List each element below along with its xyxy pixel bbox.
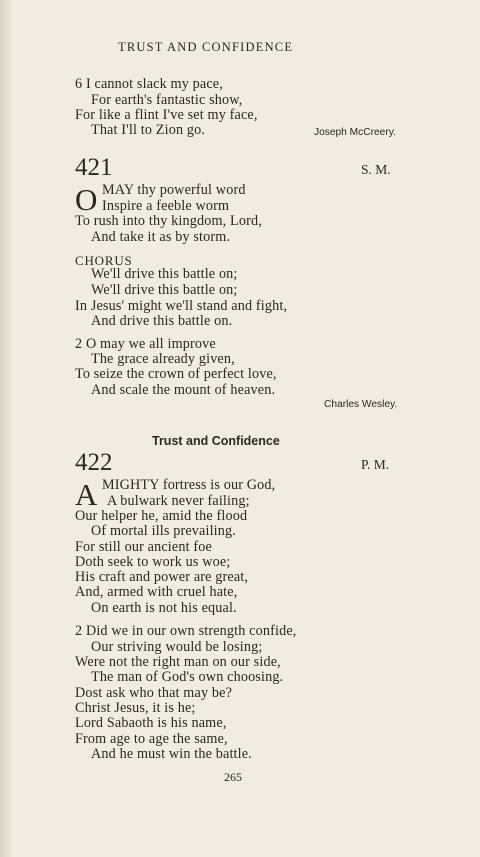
chorus-label: CHORUS — [75, 253, 133, 268]
hymn-422-stanza2-line-3: Were not the right man on our side, — [75, 654, 281, 670]
prev-hymn-line-1: 6 I cannot slack my pace, — [75, 76, 223, 92]
hymn-422-stanza2-line-4: The man of God's own choosing. — [91, 669, 284, 685]
hymn-421-line-1: MAY thy powerful word — [102, 182, 246, 198]
chorus-line-4: And drive this battle on. — [91, 313, 233, 329]
hymn-422-number: 422 — [75, 449, 113, 476]
page-number: 265 — [224, 770, 242, 784]
hymn-422-meter: P. M. — [361, 457, 390, 472]
prev-hymn-line-4: That I'll to Zion go. — [91, 122, 206, 138]
hymn-421-author: Charles Wesley. — [324, 399, 398, 410]
hymn-422-line-2: A bulwark never failing; — [107, 493, 250, 509]
hymn-421-line-3: To rush into thy kingdom, Lord, — [75, 213, 262, 229]
hymn-421-drop-cap: O — [75, 182, 98, 217]
hymn-422-line-5: For still our ancient foe — [75, 539, 212, 555]
hymn-422-stanza2-line-7: Lord Sabaoth is his name, — [75, 715, 227, 731]
hymn-422-line-4: Of mortal ills prevailing. — [91, 523, 236, 539]
chorus-line-3: In Jesus' might we'll stand and fight, — [75, 298, 288, 314]
hymn-422-stanza2-line-9: And he must win the battle. — [91, 746, 252, 762]
hymn-422-stanza2-line-5: Dost ask who that may be? — [75, 685, 233, 701]
hymn-421-stanza2-line-4: And scale the mount of heaven. — [91, 382, 276, 398]
chorus-line-2: We'll drive this battle on; — [91, 282, 238, 298]
prev-hymn-line-2: For earth's fantastic show, — [91, 92, 243, 108]
hymn-422-line-3: Our helper he, amid the flood — [75, 508, 248, 524]
hymn-422-stanza2-line-2: Our striving would be losing; — [91, 639, 263, 655]
prev-hymn-author: Joseph McCreery. — [314, 127, 396, 138]
hymn-422-line-1: MIGHTY fortress is our God, — [102, 477, 276, 493]
section-title: Trust and Confidence — [152, 434, 280, 448]
hymn-422-stanza2-line-6: Christ Jesus, it is he; — [75, 700, 196, 716]
prev-hymn-line-3: For like a flint I've set my face, — [75, 107, 258, 123]
hymn-421-line-2: Inspire a feeble worm — [102, 198, 230, 214]
hymn-421-stanza2-line-3: To seize the crown of perfect love, — [75, 366, 277, 382]
hymn-422-stanza2-line-8: From age to age the same, — [75, 731, 228, 747]
hymn-421-number: 421 — [75, 154, 113, 181]
hymn-421-line-4: And take it as by storm. — [91, 229, 231, 245]
running-header: TRUST AND CONFIDENCE — [118, 40, 294, 54]
page-binding-edge — [0, 0, 14, 857]
hymn-422-line-7: His craft and power are great, — [75, 569, 249, 585]
hymn-422-stanza2-line-1: 2 Did we in our own strength confide, — [75, 623, 297, 639]
chorus-line-1: We'll drive this battle on; — [91, 266, 238, 282]
hymn-422-drop-cap: A — [75, 477, 98, 512]
hymn-422-line-6: Doth seek to work us woe; — [75, 554, 231, 570]
hymn-421-meter: S. M. — [361, 162, 391, 177]
hymn-422-line-9: On earth is not his equal. — [91, 600, 237, 616]
hymn-421-stanza2-line-1: 2 O may we all improve — [75, 336, 216, 352]
hymn-422-line-8: And, armed with cruel hate, — [75, 584, 238, 600]
hymn-421-stanza2-line-2: The grace already given, — [91, 351, 235, 367]
